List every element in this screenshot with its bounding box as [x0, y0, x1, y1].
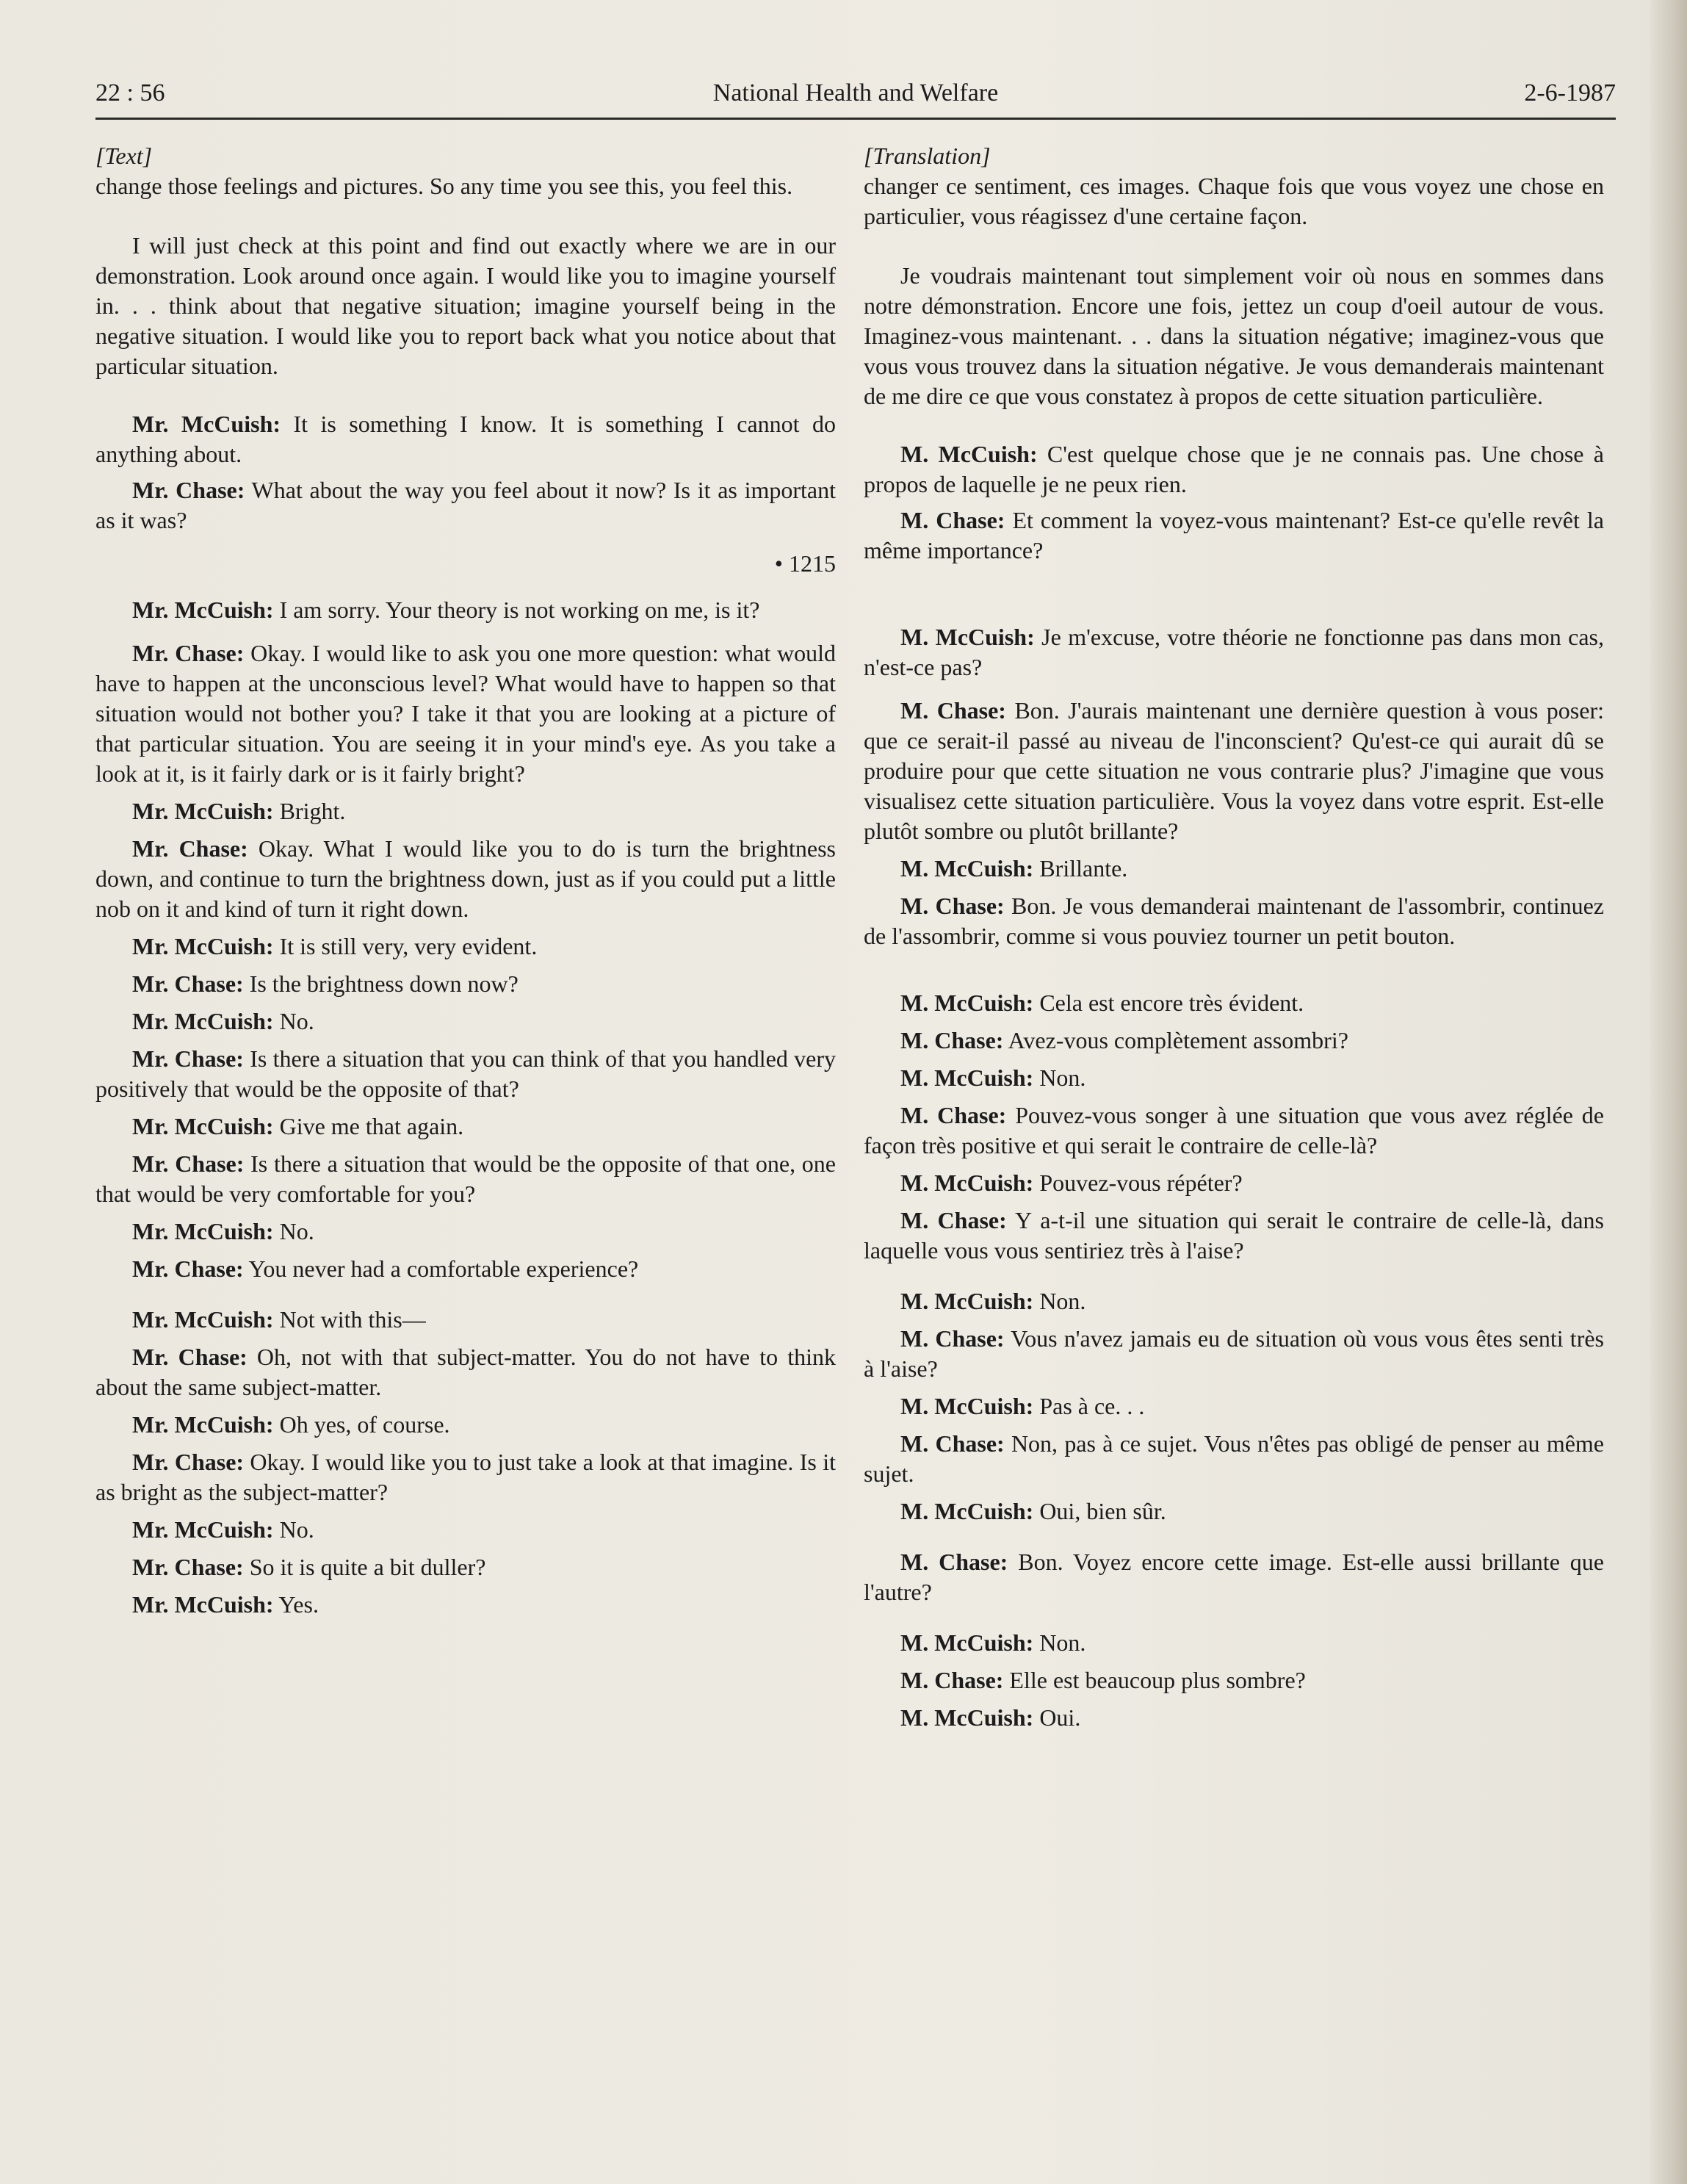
dialogue-line: M. McCuish: Cela est encore très évident. [900, 990, 1304, 1016]
dialogue-line: Mr. Chase: Okay. I would like you to just take a look at that imagine. Is it as bright as the subject-matter? [95, 1449, 837, 1505]
speaker: Mr. Chase: [132, 1150, 245, 1177]
speaker: Mr. McCuish: [132, 933, 274, 959]
speaker: M. McCuish: [900, 990, 1034, 1016]
speaker: M. Chase: [900, 1027, 1004, 1053]
dialogue-line: Mr. McCuish: Yes. [132, 1591, 319, 1618]
dialogue-line: M. McCuish: Brillante. [900, 855, 1128, 882]
column-label: [Text] [95, 143, 153, 169]
dialogue-line: Mr. McCuish: No. [132, 1218, 314, 1244]
speaker: Mr. Chase: [132, 640, 245, 666]
speaker: Mr. Chase: [132, 1045, 244, 1072]
page-header [95, 79, 1616, 118]
speaker: M. Chase: [900, 1207, 1007, 1233]
speaker: Mr. McCuish: [132, 597, 274, 623]
speaker: Mr. Chase: [132, 1255, 244, 1282]
dialogue-line: M. McCuish: Oui, bien sûr. [900, 1498, 1166, 1524]
speaker: Mr. McCuish: [132, 1218, 274, 1244]
timestamp: • 1215 [774, 550, 836, 577]
dialogue-line: M. Chase: Bon. Je vous demanderai maintenant de l'assombrir, continuez de l'assombrir, comme si vous pouviez tourner un petit bouton. [864, 893, 1604, 949]
speaker: M. Chase: [900, 1549, 1008, 1575]
speaker: M. McCuish: [900, 1498, 1034, 1524]
english-column [95, 141, 836, 1620]
speaker: Mr. McCuish: [132, 1411, 274, 1438]
speaker: Mr. McCuish: [132, 798, 274, 824]
speaker: M. McCuish: [900, 855, 1034, 882]
dialogue-line: Mr. Chase: Is there a situation that you can think of that you handled very positively that would be the opposite of that? [95, 1045, 837, 1102]
paragraph: I will just check at this point and find out exactly where we are in our demonstration. Look around once again. I would like you to imagine yourself in. . . think about that negative situation; imagine yourself being in the negative situation. I would like you to report back what you notice about that particular situation. [95, 232, 836, 379]
speaker: Mr. Chase: [132, 1449, 245, 1475]
dialogue-line: M. Chase: Avez-vous complètement assombri? [900, 1027, 1348, 1053]
header-rule [95, 118, 1616, 120]
speaker: Mr. Chase: [132, 970, 244, 997]
speaker: M. Chase: [900, 697, 1006, 724]
dialogue-line: Mr. Chase: Is the brightness down now? [132, 970, 519, 997]
dialogue-line: Mr. McCuish: It is still very, very evident. [132, 933, 538, 959]
french-column [864, 141, 1604, 1733]
speaker: M. Chase: [900, 1102, 1007, 1128]
speaker: Mr. McCuish: [132, 1591, 274, 1618]
speaker: M. Chase: [900, 1325, 1005, 1352]
speaker: M. Chase: [900, 507, 1005, 533]
dialogue-line: M. McCuish: Pouvez-vous répéter? [900, 1170, 1243, 1196]
dialogue-line: Mr. Chase: You never had a comfortable experience? [132, 1255, 639, 1282]
publication-title: National Health and Welfare [712, 79, 999, 107]
speaker: M. McCuish: [900, 1704, 1034, 1731]
dialogue-line: M. McCuish: Oui. [900, 1704, 1081, 1731]
page-number: 22 : 56 [95, 79, 165, 107]
paragraph: change those feelings and pictures. So any time you see this, you feel this. [95, 173, 793, 199]
speaker: Mr. McCuish: [132, 411, 281, 437]
dialogue-line: M. McCuish: Non. [900, 1288, 1086, 1314]
dialogue-line: Mr. Chase: Is there a situation that would be the opposite of that one, one that would be very comfortable for you? [95, 1150, 836, 1207]
dialogue-line: M. McCuish: C'est quelque chose que je ne connais pas. Une chose à propos de laquelle je ne peux rien. [864, 441, 1605, 497]
speaker: M. McCuish: [900, 624, 1035, 650]
speaker: M. McCuish: [900, 1064, 1034, 1091]
dialogue-line: Mr. Chase: So it is quite a bit duller? [132, 1554, 486, 1580]
speaker: M. McCuish: [900, 1288, 1034, 1314]
speaker: Mr. Chase: [132, 477, 245, 503]
speaker: Mr. McCuish: [132, 1516, 274, 1543]
speaker: Mr. McCuish: [132, 1113, 274, 1139]
dialogue-line: Mr. Chase: Okay. I would like to ask you one more question: what would have to happen at the unconscious level? What would have to happen so that situation would not bother you? I take it that you are looking at a picture of that particular situation. You are seeing it in your mind's eye. As you take a look at it, is it fairly dark or is it fairly bright? [95, 640, 837, 787]
dialogue-line: M. Chase: Vous n'avez jamais eu de situation où vous vous êtes senti très à l'aise? [864, 1325, 1605, 1382]
speaker: Mr. McCuish: [132, 1306, 274, 1333]
paragraph: changer ce sentiment, ces images. Chaque fois que vous voyez une chose en particulier, vous réagissez d'une certaine façon. [864, 173, 1604, 229]
dialogue-line: Mr. Chase: Oh, not with that subject-matter. You do not have to think about the same subject-matter. [95, 1344, 837, 1400]
dialogue-line: Mr. Chase: What about the way you feel about it now? Is it as important as it was? [95, 477, 837, 533]
dialogue-line: M. Chase: Non, pas à ce sujet. Vous n'êtes pas obligé de penser au même sujet. [864, 1430, 1605, 1487]
dialogue-line: Mr. McCuish: No. [132, 1516, 314, 1543]
dialogue-line: Mr. McCuish: Not with this— [132, 1306, 426, 1333]
dialogue-line: Mr. McCuish: Oh yes, of course. [132, 1411, 450, 1438]
speaker: Mr. Chase: [132, 1344, 248, 1370]
speaker: Mr. McCuish: [132, 1008, 274, 1034]
dialogue-line: Mr. Chase: Okay. What I would like you to do is turn the brightness down, and continue to turn the brightness down, just as if you could put a little nob on it and kind of turn it right down. [95, 835, 837, 922]
dialogue-line: M. Chase: Y a-t-il une situation qui serait le contraire de celle-là, dans laquelle vous vous sentiriez très à l'aise? [864, 1207, 1605, 1264]
dialogue-line: M. Chase: Bon. Voyez encore cette image. Est-elle aussi brillante que l'autre? [864, 1549, 1605, 1605]
page-date: 2-6-1987 [1524, 79, 1616, 107]
dialogue-line: Mr. McCuish: No. [132, 1008, 314, 1034]
page-edge-shadow [1650, 0, 1687, 2184]
speaker: Mr. Chase: [132, 835, 248, 862]
speaker: Mr. Chase: [132, 1554, 244, 1580]
column-label: [Translation] [864, 143, 991, 169]
speaker: M. McCuish: [900, 1629, 1034, 1656]
dialogue-line: Mr. McCuish: I am sorry. Your theory is not working on me, is it? [132, 597, 760, 623]
dialogue-line: M. McCuish: Je m'excuse, votre théorie ne fonctionne pas dans mon cas, n'est-ce pas? [864, 624, 1605, 680]
dialogue-line: Mr. McCuish: It is something I know. It is something I cannot do anything about. [95, 411, 837, 467]
dialogue-line: M. Chase: Bon. J'aurais maintenant une dernière question à vous poser: que ce serait-il passé au niveau de l'inconscient? Qu'est-ce qui aurait dû se produire pour que cette situation ne vous contrarie plus? J'imagine que vous visualisez cette situation particulière. Vous la voyez dans votre esprit. Est-elle plutôt sombre ou plutôt brillante? [864, 697, 1605, 844]
speaker: M. McCuish: [900, 1393, 1034, 1419]
speaker: M. Chase: [900, 893, 1005, 919]
dialogue-line: M. McCuish: Non. [900, 1629, 1086, 1656]
speaker: M. McCuish: [900, 1170, 1034, 1196]
speaker: M. Chase: [900, 1430, 1005, 1457]
speaker: M. Chase: [900, 1667, 1004, 1693]
dialogue-line: M. Chase: Elle est beaucoup plus sombre? [900, 1667, 1306, 1693]
paragraph: Je voudrais maintenant tout simplement voir où nous en sommes dans notre démonstration. Encore une fois, jettez un coup d'oeil autour de vous. Imaginez-vous maintenant. . . dans la situation négative; imaginez-vous que vous vous trouvez dans la situation négative. Je vous demanderais maintenant de me dire ce que vous constatez à propos de cette situation particulière. [864, 262, 1604, 409]
speaker: M. McCuish: [900, 441, 1038, 467]
dialogue-line: Mr. McCuish: Give me that again. [132, 1113, 464, 1139]
dialogue-line: M. Chase: Et comment la voyez-vous maintenant? Est-ce qu'elle revêt la même importance? [864, 507, 1605, 563]
dialogue-line: M. Chase: Pouvez-vous songer à une situation que vous avez réglée de façon très positive et qui serait le contraire de celle-là? [864, 1102, 1605, 1158]
dialogue-line: Mr. McCuish: Bright. [132, 798, 346, 824]
dialogue-line: M. McCuish: Non. [900, 1064, 1086, 1091]
dialogue-line: M. McCuish: Pas à ce. . . [900, 1393, 1145, 1419]
